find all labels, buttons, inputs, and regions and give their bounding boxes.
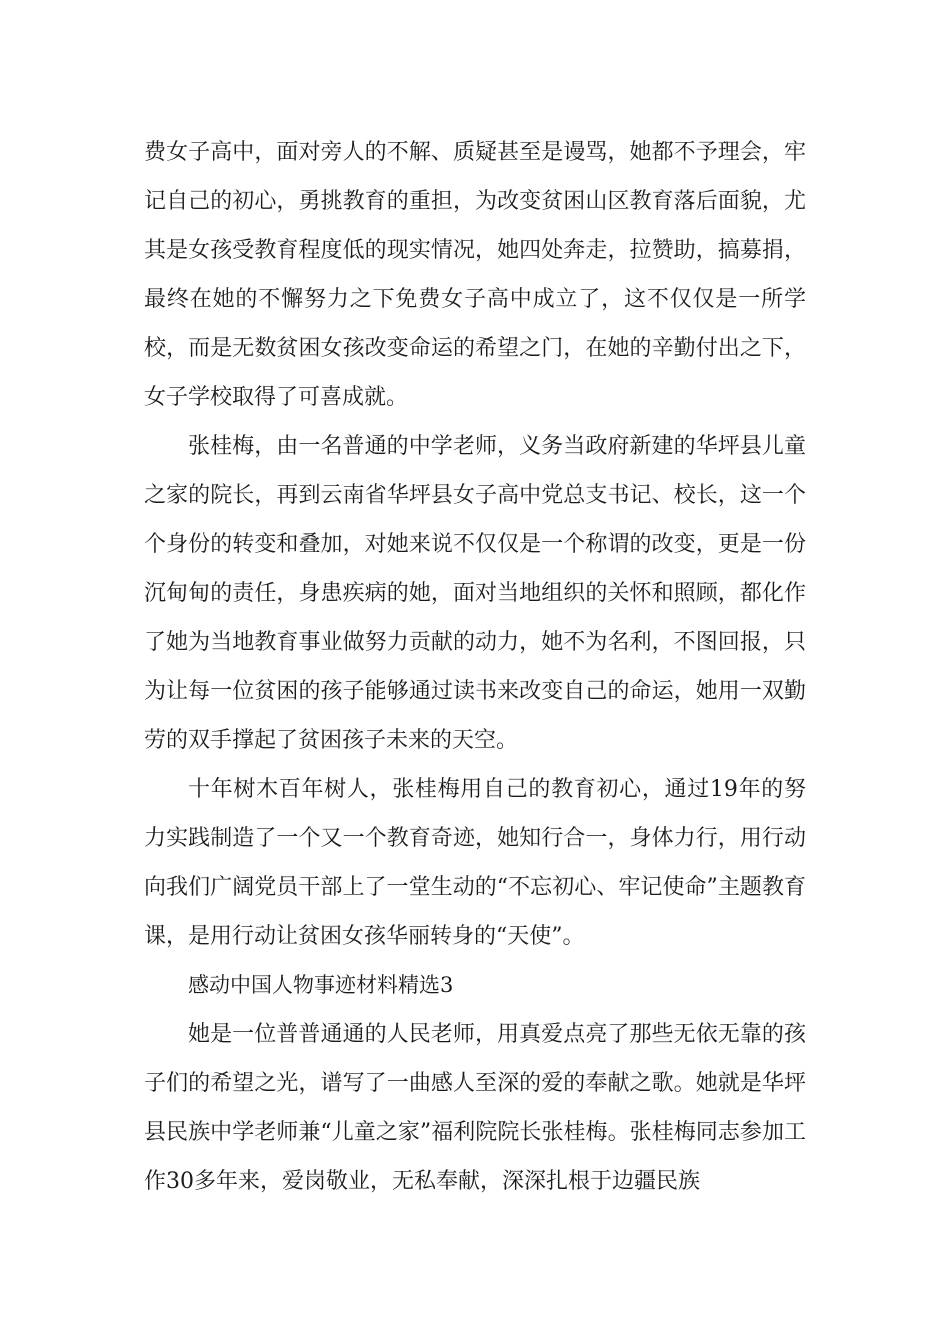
paragraph-ordinary-teacher: 她是一位普普通通的人民老师，用真爱点亮了那些无依无靠的孩子们的希望之光，谱写了一曲感人至深的爱的奉献之歌。她就是华坪县民族中学老师兼“儿童之家”福利院院长张桂梅。张桂梅同志参加工作30多年来，爱岗敬业，无私奉献，深深扎根于边疆民族 <box>144 1022 806 1194</box>
document-body <box>144 128 806 1206</box>
paragraph-education-miracle: 十年树木百年树人，张桂梅用自己的教育初心，通过19年的努力实践制造了一个又一个教育奇迹，她知行合一，身体力行，用行动向我们广阔党员干部上了一堂生动的“不忘初心、牢记使命”主题教育课，是用行动让贫困女孩华丽转身的“天使”。 <box>144 777 806 949</box>
section-heading: 感动中国人物事迹材料精选3 <box>188 973 454 997</box>
paragraph-zhang-guimei-roles: 张桂梅，由一名普通的中学老师，义务当政府新建的华坪县儿童之家的院长，再到云南省华坪县女子高中党总支书记、校长，这一个个身份的转变和叠加，对她来说不仅仅是一个称谓的改变，更是一份沉甸甸的责任，身患疾病的她，面对当地组织的关怀和照顾，都化作了她为当地教育事业做努力贡献的动力，她不为名利，不图回报，只为让每一位贫困的孩子能够通过读书来改变自己的命运，她用一双勤劳的双手撑起了贫困孩子未来的天空。 <box>144 434 806 753</box>
paragraph-continuation: 费女子高中，面对旁人的不解、质疑甚至是谩骂，她都不予理会，牢记自己的初心，勇挑教育的重担，为改变贫困山区教育落后面貌，尤其是女孩受教育程度低的现实情况，她四处奔走，拉赞助，搞募捐，最终在她的不懈努力之下免费女子高中成立了，这不仅仅是一所学校，而是无数贫困女孩改变命运的希望之门，在她的辛勤付出之下，女子学校取得了可喜成就。 <box>144 140 806 410</box>
